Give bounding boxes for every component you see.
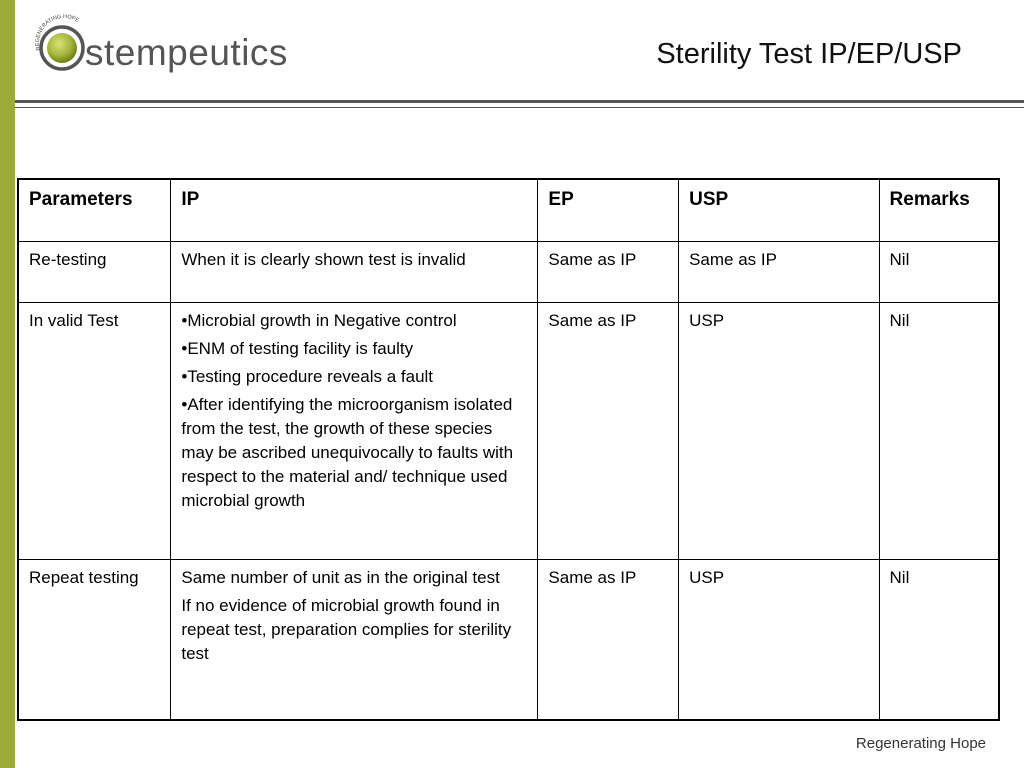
stempeutics-logo: [30, 12, 310, 82]
ip-bullet: •ENM of testing facility is faulty: [181, 339, 414, 358]
ip-text: Same number of unit as in the original test: [181, 568, 500, 587]
ip-text: When it is clearly shown test is invalid: [181, 250, 466, 269]
ip-cell: [171, 242, 538, 303]
ip-bullet: •Microbial growth in Negative control: [181, 311, 457, 330]
column-header-remarks: Remarks: [879, 179, 999, 242]
usp-cell: USP: [679, 303, 879, 560]
parameter-cell: Repeat testing: [18, 560, 171, 721]
table-header-row: [18, 179, 999, 242]
usp-cell: USP: [679, 560, 879, 721]
ip-cell: [171, 303, 538, 560]
slide-title: Sterility Test IP/EP/USP: [656, 38, 962, 70]
ip-bullet: •Testing procedure reveals a fault: [181, 367, 434, 386]
table-row-re-testing: [18, 242, 999, 303]
column-header-usp: USP: [679, 179, 879, 242]
parameter-cell: In valid Test: [18, 303, 171, 560]
header-divider: [15, 100, 1024, 103]
remarks-cell: Nil: [879, 242, 999, 303]
column-header-ep: EP: [538, 179, 679, 242]
sterility-comparison-table: [17, 178, 1000, 721]
ip-bullet: •After identifying the microorganism isolated from the test, the growth of these species may be ascribed unequivocally to faults with respect to the material and/ technique used microbial growth: [181, 395, 514, 510]
remarks-cell: Nil: [879, 303, 999, 560]
side-accent-bar: [0, 0, 15, 768]
table-row-repeat-testing: [18, 560, 999, 721]
header-divider-thin: [15, 107, 1024, 108]
column-header-ip: IP: [171, 179, 538, 242]
ip-text: If no evidence of microbial growth found in repeat test, preparation complies for sterility test: [181, 596, 512, 663]
ep-cell: Same as IP: [538, 303, 679, 560]
usp-cell: Same as IP: [679, 242, 879, 303]
remarks-cell: Nil: [879, 560, 999, 721]
footer-tagline: Regenerating Hope: [855, 735, 986, 752]
parameter-cell: Re-testing: [18, 242, 171, 303]
column-header-parameters: Parameters: [18, 179, 171, 242]
logo-arc-text: REGENERATING HOPE: [34, 13, 80, 51]
table-row-invalid-test: [18, 303, 999, 560]
ep-cell: Same as IP: [538, 560, 679, 721]
ip-cell: [171, 560, 538, 721]
ep-cell: Same as IP: [538, 242, 679, 303]
logo-wordmark: stempeutics: [85, 32, 288, 73]
